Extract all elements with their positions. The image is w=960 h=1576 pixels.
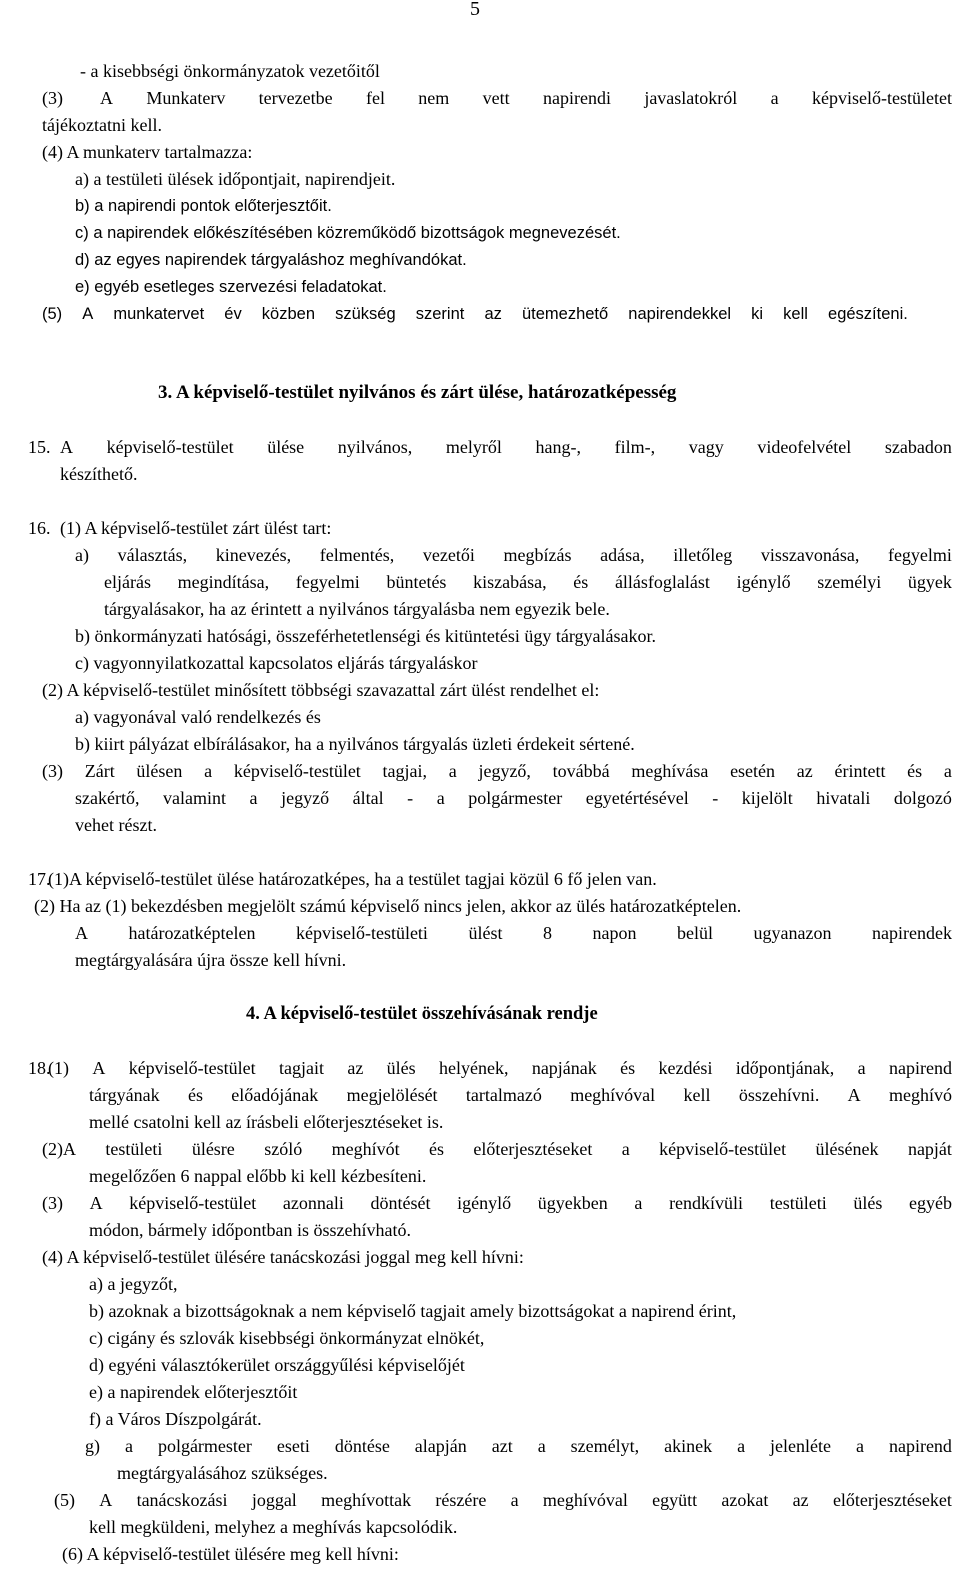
text-line: b) önkormányzati hatósági, összeférhetetlenségi és kitüntetési ügy tárgyalásakor. (75, 626, 656, 646)
text-line: (1) A képviselő-testület tagjait az ülés helyének, napjának és kezdési időpontjának, a napirend (48, 1058, 952, 1078)
text-line: (3) A képviselő-testület azonnali döntését igénylő ügyekben a rendkívüli testületi ülés egyéb (42, 1193, 952, 1213)
text-line: kell megküldeni, melyhez a meghívás kapcsolódik. (89, 1517, 458, 1537)
text-line: (5) A munkatervet év közben szükség szerint az ütemezhető napirendekkel ki kell egészíteni. (42, 305, 908, 323)
text-line: A határozatképtelen képviselő-testületi ülést 8 napon belül ugyanazon napirendek (75, 923, 952, 943)
text-line: c) vagyonnyilatkozattal kapcsolatos eljárás tárgyaláskor (75, 653, 478, 673)
text-line: a) vagyonával való rendelkezés és (75, 707, 321, 727)
text-line: - a kisebbségi önkormányzatok vezetőitől (80, 61, 380, 81)
text-line: módon, bármely időpontban is összehívható. (89, 1220, 411, 1240)
page-number: 5 (470, 0, 480, 20)
text-line: (4) A munkaterv tartalmazza: (42, 142, 253, 162)
text-line: tárgyalásakor, ha az érintett a nyilvános tárgyalásba nem egyezik bele. (104, 599, 610, 619)
text-line: 16. (28, 518, 51, 538)
text-line: megtárgyalására újra össze kell hívni. (75, 950, 347, 970)
text-line: (6) A képviselő-testület ülésére meg kell hívni: (62, 1544, 399, 1564)
text-line: f) a Város Díszpolgárát. (89, 1409, 262, 1429)
text-line: (5) A tanácskozási joggal meghívottak részére a meghívóval együtt azokat az előterjesztéseket (54, 1490, 952, 1510)
text-line: (1)A képviselő-testület ülése határozatképes, ha a testület tagjai közül 6 fő jelen van. (48, 869, 657, 889)
text-line: (4) A képviselő-testület ülésére tanácskozási joggal meg kell hívni: (42, 1247, 524, 1267)
text-line: megtárgyalásához szükséges. (117, 1463, 328, 1483)
text-line: (2)A testületi ülésre szóló meghívót és előterjesztéseket a képviselő-testület ülésének napját (42, 1139, 952, 1159)
text-line: A képviselő-testület ülése nyilvános, melyről hang-, film-, vagy videofelvétel szabadon (60, 437, 952, 457)
section-heading: 3. A képviselő-testület nyilvános és zárt ülése, határozatképesség (158, 382, 677, 403)
text-line: c) cigány és szlovák kisebbségi önkormányzat elnökét, (89, 1328, 485, 1348)
text-line: (3) (42, 88, 63, 108)
text-line: 15. (28, 437, 51, 457)
text-line: b) kiirt pályázat elbírálásakor, ha a nyilvános tárgyalás üzleti érdekeit sértené. (75, 734, 635, 754)
text-line: b) azoknak a bizottságoknak a nem képviselő tagjait amely bizottságokat a napirend érint, (89, 1301, 737, 1321)
text-line: eljárás megindítása, fegyelmi büntetés kiszabása, és állásfoglalást igénylő személyi ügyek (104, 572, 952, 592)
text-line: (1) A képviselő-testület zárt ülést tart: (60, 518, 332, 538)
text-line: tájékoztatni kell. (42, 115, 162, 135)
text-line: tárgyának és előadójának megjelölését tartalmazó meghívóval kell összehívni. A meghívó (89, 1085, 952, 1105)
text-line: d) egyéni választókerület országgyűlési képviselőjét (89, 1355, 465, 1375)
text-line: a) a jegyzőt, (89, 1274, 178, 1294)
text-line: e) egyéb esetleges szervezési feladatokat. (75, 278, 387, 296)
text-line: a) választás, kinevezés, felmentés, vezetői megbízás adása, illetőleg visszavonása, fegyelmi (75, 545, 952, 565)
text-line: (3) Zárt ülésen a képviselő-testület tagjai, a jegyző, továbbá meghívása esetén az érintett és a (42, 761, 952, 781)
text-line: szakértő, valamint a jegyző által - a polgármester egyetértésével - kijelölt hivatali dolgozó (75, 788, 952, 808)
text-line: a) a testületi ülések időpontjait, napirendjeit. (75, 169, 396, 189)
text-line: készíthető. (60, 464, 138, 484)
text-line: vehet részt. (75, 815, 157, 835)
text-line: mellé csatolni kell az írásbeli előterjesztéseket is. (89, 1112, 444, 1132)
text-line: megelőzően 6 nappal előbb ki kell kézbesíteni. (89, 1166, 427, 1186)
text-line: (2) A képviselő-testület minősített többségi szavazattal zárt ülést rendelhet el: (42, 680, 600, 700)
text-line: 17. (28, 869, 51, 889)
text-line: (2) Ha az (1) bekezdésben megjelölt számú képviselő nincs jelen, akkor az ülés határozatképtelen. (34, 896, 742, 916)
text-line: A Munkaterv tervezetbe fel nem vett napirendi javaslatokról a képviselő-testületet (100, 88, 952, 108)
text-line: b) a napirendi pontok előterjesztőit. (75, 197, 332, 215)
text-line: c) a napirendek előkészítésében közreműködő bizottságok megnevezését. (75, 224, 621, 242)
text-line: 18. (28, 1058, 51, 1078)
section-heading: 4. A képviselő-testület összehívásának rendje (246, 1004, 598, 1024)
text-line: g) a polgármester eseti döntése alapján azt a személyt, akinek a jelenléte a napirend (85, 1436, 952, 1456)
text-line: d) az egyes napirendek tárgyaláshoz meghívandókat. (75, 251, 467, 269)
text-line: e) a napirendek előterjesztőit (89, 1382, 298, 1402)
